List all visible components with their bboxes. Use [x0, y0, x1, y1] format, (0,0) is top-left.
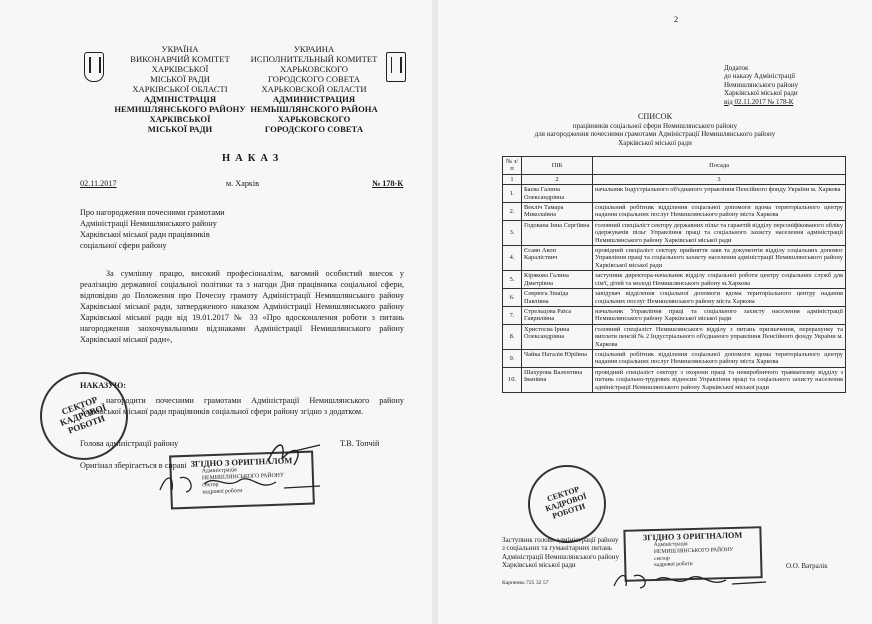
table-row: 1. Баєва Галина Олександрівна начальник Індустріального об'єднаного управління Пенсійного фонду України м. Харкова: [503, 185, 846, 203]
table-row: 4. Єсаян Акоп Караліствич провідний спеціаліст сектору прийняття заяв та документів відділу соціальних допомог Управління праці та соціального захисту населення адміністрації Немишлянського району Харківської міської ради: [503, 246, 846, 271]
order-date: 02.11.2017: [80, 179, 117, 188]
list-title: СПИСОК: [637, 112, 673, 121]
list-subtitle: працівників соціальної сфери Немишлянського району для нагородження почесними грамотами Адміністрації Немишлянського району Харківської міської ради: [534, 122, 776, 147]
table-row: 6. Севрюга Зінаїда Павлівна завідувач відділення соціальної допомоги вдома територіального центру надання соціальних послуг Немишлянського району міста Харкова: [503, 289, 846, 307]
appendix-reference: Додаток до наказу Адміністрації Немишлянського району Харківської міської ради від 02.11.2017 № 178-К: [724, 64, 799, 106]
signature-head: [264, 435, 324, 471]
order-text: нагородити почесними грамотами Адміністрації Немишлянського району Харківської міської ради працівників соціальної сфери району згідно з додатком.: [80, 396, 404, 416]
deputy-name: О.О. Ватралік: [786, 562, 828, 570]
order-subject: Про нагородження почесними грамотами Адміністрації Немишлянського району Харківської міської ради працівників соціальної сфери району: [80, 208, 225, 250]
certified-copy-stamp: ЗГІДНО З ОРИГІНАЛОМ Адміністрація НЕМИШЛЯНСЬКОГО РАЙОНУ сектор кадрової роботи: [169, 451, 315, 510]
hr-sector-round-stamp-appendix: СЕКТОР КАДРОВОЇ РОБОТИ: [528, 465, 606, 543]
signatory-title: Голова адміністрації району: [80, 439, 179, 448]
trident-emblem-icon: [84, 52, 104, 82]
awardees-table: [502, 156, 846, 393]
copy-note: Оригінал зберігається в справі: [80, 461, 187, 470]
table-row: 5. Кірякова Галина Дмитрівна заступник директора-начальник відділу соціальної роботи центру соціальних служб для сім'ї, дітей та молоді Немишлянського району м.Харкова: [503, 271, 846, 289]
header-ukrainian: УКРАЇНА ВИКОНАВЧИЙ КОМІТЕТ ХАРКІВСЬКОЇ МІСЬКОЇ РАДИ ХАРКІВСЬКОЇ ОБЛАСТІ АДМІНІСТРАЦІЯ НЕМИШЛЯНСЬКОГО РАЙОНУ ХАРКІВСЬКОЇ МІСЬКОЇ РАДИ: [114, 44, 246, 134]
table-row: 7. Стрельцова Раїса Гаврилівна начальник Управління праці та соціального захисту населення адміністрації Немишлянського району Харківської міської ради: [503, 306, 846, 324]
signatory-name: Т.В. Топчій: [340, 439, 380, 448]
executor-note: Карпенко 725 32 57: [502, 580, 549, 586]
table-row: 10. Шахурова Валентина Іванівна провідний спеціаліст сектору з охорони праці та невиробничого травматизму відділу з питань соціально-трудових відносин Управління праці та соціального захисту населення адміністрації Немишлянського району Харківської міської ради: [503, 367, 846, 392]
table-row: 8. Христосва Ірина Олександрівна головний спеціаліст Немишлянського відділу з питань призначення, перерахунку та виплати пенсій № 2 Індустріального об'єднаного управління Пенсійного фонду України м. Харкова: [503, 324, 846, 349]
order-city: м. Харків: [226, 179, 260, 188]
order-number: № 178-К: [372, 179, 404, 188]
signature-appendix-certifier: [610, 568, 770, 594]
table-row: 9. Чайка Наталія Юріївна соціальний робітник відділення соціальної допомоги вдома територіального центру надання соціальних послуг Немишлянського району міста Харкова: [503, 349, 846, 367]
signature-certifier: [156, 470, 326, 498]
hr-sector-round-stamp: СЕКТОР КАДРОВОЇ РОБОТИ: [40, 372, 128, 460]
order-page: [0, 0, 432, 624]
appendix-page: [438, 0, 872, 624]
table-index-row: 1 2 3: [503, 174, 846, 184]
table-row: 3. Годована Інна Сергіївна головний спеціаліст сектору державних пільг та гарантій відділу персоніфікованого обліку одержувачів пільг Управління праці та соціального захисту населення адміністрації Немишлянського району Харківської міської ради: [503, 220, 846, 245]
header-russian: УКРАИНА ИСПОЛНИТЕЛЬНЫЙ КОМИТЕТ ХАРЬКОВСКОГО ГОРОДСКОГО СОВЕТА ХАРЬКОВСКОЙ ОБЛАСТИ АДМИНИСТРАЦИЯ НЕМЫШЛЯНСКОГО РАЙОНА ХАРЬКОВСКОГО ГОРОДСКОГО СОВЕТА: [250, 44, 378, 134]
document-title: НАКАЗ: [222, 153, 284, 164]
deputy-signature-block: Заступник голови адміністрації району з соціальних та гуманітарних питань Адміністрації Немишлянського району Харківської міської ради: [502, 536, 620, 570]
kharkiv-coat-of-arms-icon: [386, 52, 406, 82]
page-number: 2: [674, 15, 679, 24]
table-row: 2. Векліч Тамара Миколаївна соціальний робітник відділення соціальної допомоги вдома територіального центру надання соціальних послуг Немишлянського району міста Харкова: [503, 203, 846, 221]
order-body: За сумлінну працю, високий професіоналізм, вагомий особистий внесок у реалізацію державної соціальної політики та з нагоди Дня працівника соціальної сфери, відповідно до Положення про Почесну грамоту Адміністрації Немишлянського району Харківської міської ради, затвердженого наказом Адміністрації Немишлянського району Харківської міської ради від 19.01.2017 № 33 «Про вдосконалення роботи з питань нагородження заохочувальними відзнаками Адміністрації Немишлянського району Харківської міської ради»,: [80, 269, 404, 344]
certified-copy-stamp-appendix: ЗГІДНО З ОРИГІНАЛОМ Адміністрація НЕМИШЛЯНСЬКОГО РАЙОНУ сектор кадрової роботи: [623, 526, 762, 582]
table-header-row: № з/п ПІБ Посада: [503, 157, 846, 175]
order-directive: НАКАЗУЮ:: [80, 381, 126, 390]
